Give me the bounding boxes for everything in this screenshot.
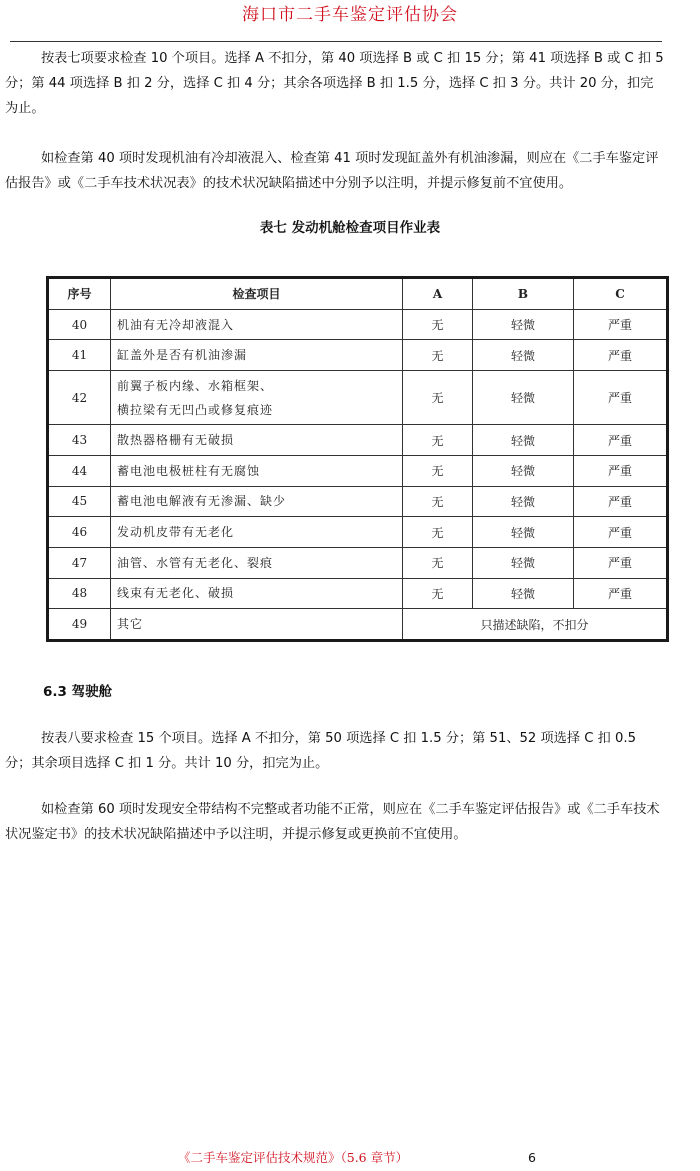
row-grade-a: 无 [403, 340, 473, 371]
paragraph-seatbelt-note [5, 797, 665, 847]
header-grade-b: B [473, 278, 574, 310]
header-serial-no: 序号 [48, 278, 111, 310]
table-row [48, 425, 668, 456]
paragraph-deduction-rules-table7 [5, 46, 665, 121]
row-number: 41 [48, 340, 111, 371]
paragraph-text: 如检查第 60 项时发现安全带结构不完整或者功能不正常，则应在《二手车鉴定评估报告》或《二手车技术状况鉴定书》的技术状况缺陷描述中予以注明，并提示修复或更换前不宜使用。 [5, 802, 660, 842]
row-grade-c: 严重 [574, 309, 668, 340]
row-grade-b: 轻微 [473, 517, 574, 548]
row-grade-a: 无 [403, 425, 473, 456]
row-grade-a: 无 [403, 486, 473, 517]
row-number: 44 [48, 455, 111, 486]
table-row [48, 547, 668, 578]
row-grade-c: 严重 [574, 547, 668, 578]
row-item-line-1: 前翼子板内缘、水箱框架、 [117, 378, 274, 393]
row-grade-b: 轻微 [473, 340, 574, 371]
table-row [48, 371, 668, 425]
table-title: 表七 发动机舱检查项目作业表 [259, 220, 441, 236]
row-item: 散热器格栅有无破损 [111, 425, 403, 456]
row-item-line-2: 横拉梁有无凹凸或修复痕迹 [117, 402, 274, 417]
header-grade-a: A [403, 278, 473, 310]
footer-page-number: 6 [528, 1150, 536, 1165]
header-check-item: 检查项目 [111, 278, 403, 310]
paragraph-text: 按表八要求检查 15 个项目。选择 A 不扣分，第 50 项选择 C 扣 1.5 分；第 51、52 项选择 C 扣 0.5 分；其余项目选择 C 扣 1 分。共计 10 分，扣完为止。 [5, 731, 637, 771]
row-item: 线束有无老化、破损 [111, 578, 403, 609]
row-item: 其它 [111, 609, 403, 641]
table-header-row [48, 278, 668, 310]
row-grade-b: 轻微 [473, 425, 574, 456]
header-divider [10, 41, 662, 42]
row-item: 机油有无冷却液混入 [111, 309, 403, 340]
footer-document-title: 《二手车鉴定评估技术规范》（5.6 章节） [178, 1150, 409, 1165]
row-item: 缸盖外是否有机油渗漏 [111, 340, 403, 371]
table-row [48, 578, 668, 609]
paragraph-deduction-rules-table8 [5, 726, 665, 776]
row-grade-b: 轻微 [473, 486, 574, 517]
row-grade-c: 严重 [574, 517, 668, 548]
table-row [48, 486, 668, 517]
row-number: 48 [48, 578, 111, 609]
row-number: 43 [48, 425, 111, 456]
row-item: 蓄电池电解液有无渗漏、缺少 [111, 486, 403, 517]
row-number: 45 [48, 486, 111, 517]
row-item: 发动机皮带有无老化 [111, 517, 403, 548]
row-grade-c: 严重 [574, 371, 668, 425]
paragraph-defect-note-table7 [5, 146, 665, 196]
table-row [48, 309, 668, 340]
paragraph-text: 如检查第 40 项时发现机油有冷却液混入、检查第 41 项时发现缸盖外有机油渗漏，则应在《二手车鉴定评估报告》或《二手车技术状况表》的技术状况缺陷描述中分别予以注明，并提示修复前不宜使用。 [5, 151, 659, 191]
row-grade-c: 严重 [574, 340, 668, 371]
row-grade-c: 严重 [574, 455, 668, 486]
row-grade-c: 严重 [574, 486, 668, 517]
row-grade-b: 轻微 [473, 309, 574, 340]
section-heading: 6.3 驾驶舱 [43, 684, 113, 700]
row-item: 蓄电池电极桩柱有无腐蚀 [111, 455, 403, 486]
row-grade-c: 严重 [574, 425, 668, 456]
row-grade-b: 轻微 [473, 371, 574, 425]
row-item: 油管、水管有无老化、裂痕 [111, 547, 403, 578]
row-number: 46 [48, 517, 111, 548]
row-grade-a: 无 [403, 455, 473, 486]
header-grade-c: C [574, 278, 668, 310]
row-note: 只描述缺陷，不扣分 [403, 609, 668, 641]
row-number: 49 [48, 609, 111, 641]
row-number: 42 [48, 371, 111, 425]
row-grade-a: 无 [403, 371, 473, 425]
table-row [48, 455, 668, 486]
row-number: 47 [48, 547, 111, 578]
row-number: 40 [48, 309, 111, 340]
paragraph-text: 按表七项要求检查 10 个项目。选择 A 不扣分，第 40 项选择 B 或 C 扣 15 分；第 41 项选择 B 或 C 扣 5 分；第 44 项选择 B 扣 2 分，选择 C 扣 4 分；其余各项选择 B 扣 1.5 分，选择 C 扣 3 分。共计 20 分，扣完为止。 [5, 51, 664, 116]
page-header-title: 海口市二手车鉴定评估协会 [242, 5, 458, 25]
row-grade-b: 轻微 [473, 578, 574, 609]
engine-bay-inspection-table [46, 276, 669, 642]
row-item [111, 371, 403, 425]
table-row [48, 517, 668, 548]
row-grade-a: 无 [403, 309, 473, 340]
row-grade-a: 无 [403, 517, 473, 548]
table-row [48, 609, 668, 641]
row-grade-a: 无 [403, 578, 473, 609]
row-grade-b: 轻微 [473, 455, 574, 486]
row-grade-c: 严重 [574, 578, 668, 609]
row-grade-b: 轻微 [473, 547, 574, 578]
table-row [48, 340, 668, 371]
row-grade-a: 无 [403, 547, 473, 578]
